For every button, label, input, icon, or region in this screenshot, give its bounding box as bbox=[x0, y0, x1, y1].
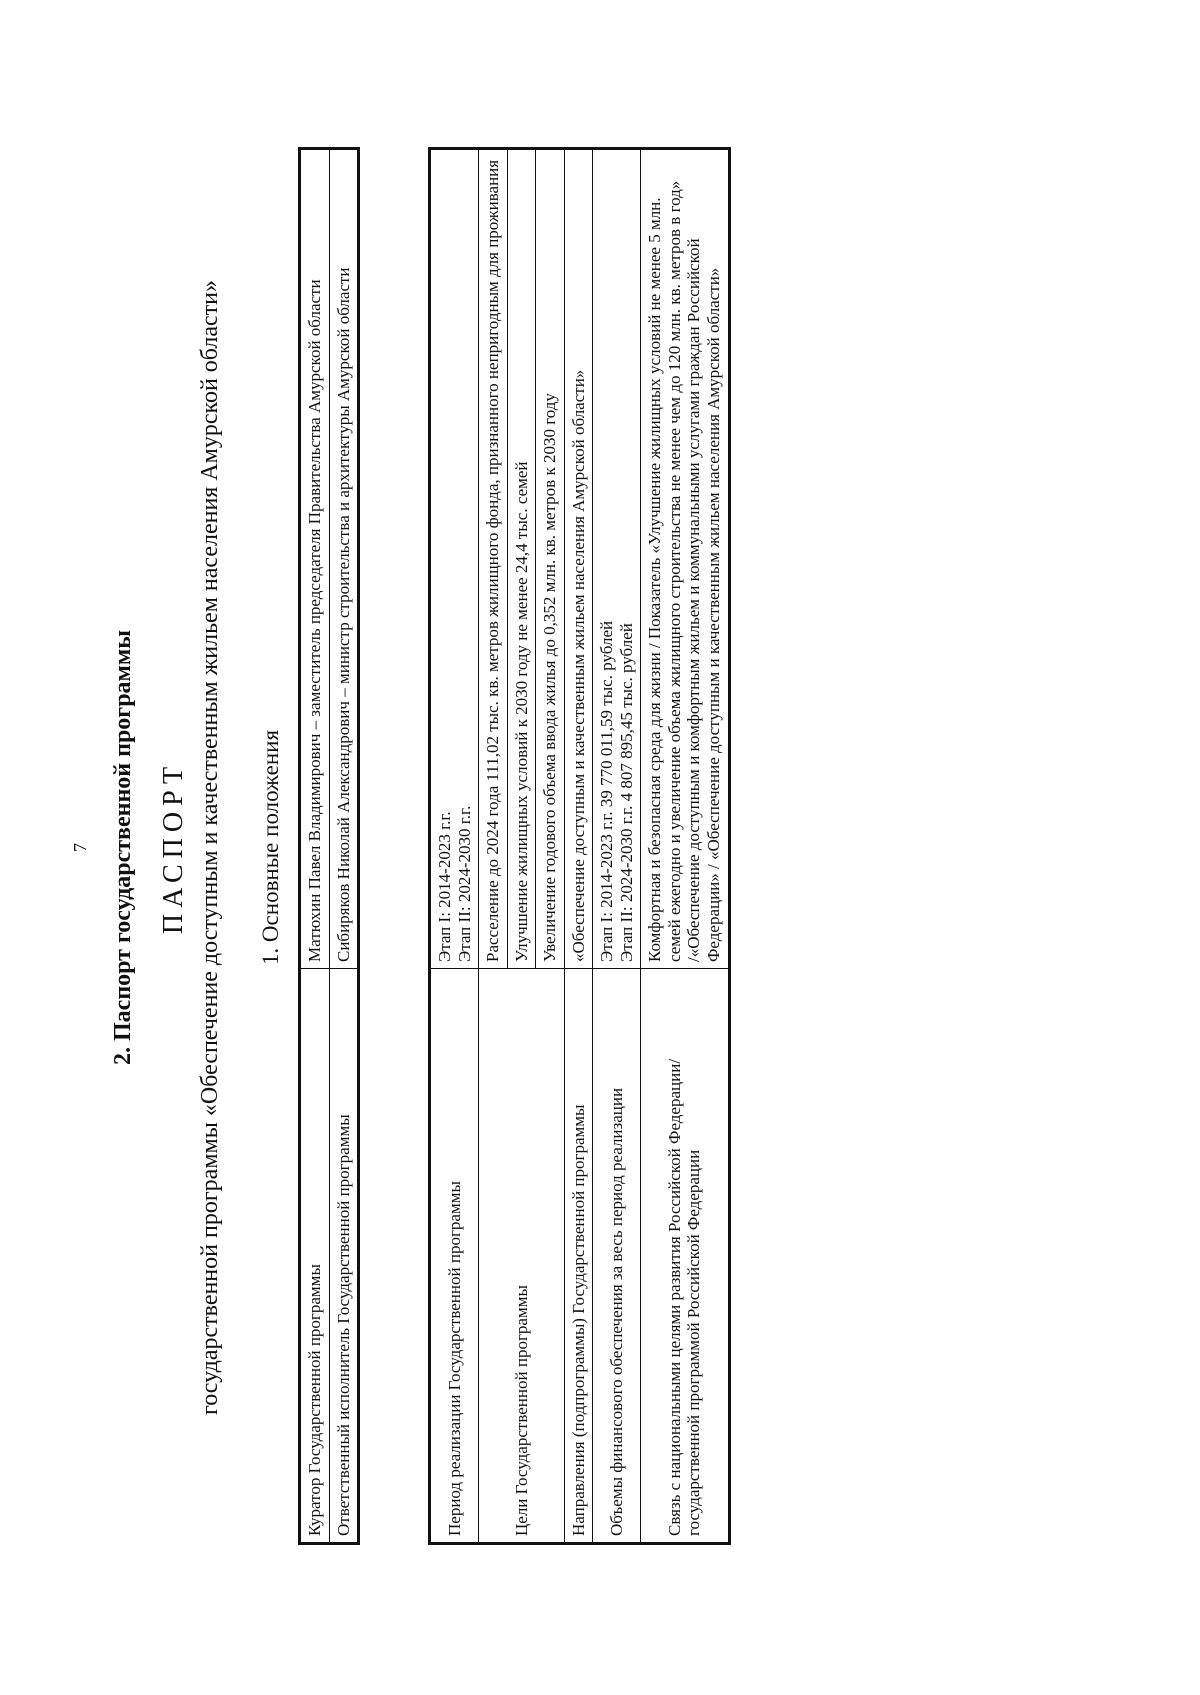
program-name: государственной программы «Обеспечение доступным и качественным жильем населения Амурской области» bbox=[197, 279, 223, 1416]
table-row bbox=[300, 149, 330, 1544]
passport-heading: ПАСПОРТ bbox=[158, 760, 189, 935]
passport-table-curators bbox=[298, 147, 360, 1545]
table-row bbox=[593, 149, 641, 1544]
page-number: 7 bbox=[70, 843, 90, 852]
period-value bbox=[430, 149, 479, 969]
period-stage-1: Этап I: 2014-2023 г.г. bbox=[435, 811, 454, 962]
section-title: 2. Паспорт государственной программы bbox=[110, 630, 136, 1065]
period-label: Период реализации Государственной программы bbox=[430, 969, 479, 1544]
table-row bbox=[479, 149, 508, 1544]
funding-label: Объемы финансового обеспечения за весь период реализации bbox=[593, 969, 641, 1544]
table-row bbox=[329, 149, 359, 1544]
subsection-title: 1. Основные положения bbox=[258, 729, 283, 966]
goal-item: Расселение до 2024 года 111,02 тыс. кв. метров жилищного фонда, признанного непригодным для проживания bbox=[479, 149, 508, 969]
period-stage-2: Этап II: 2024-2030 г.г. bbox=[454, 805, 474, 962]
passport-table-main bbox=[428, 147, 731, 1545]
curator-value: Матюхин Павел Владимирович – заместитель председателя Правительства Амурской области bbox=[300, 149, 330, 969]
links-value: Комфортная и безопасная среда для жизни / Показатель «Улучшение жилищных условий не менее 5 млн. семей ежегодно и увеличение объема жилищного строительства не менее чем до 120 млн. кв. метров в год» /«Обеспечение доступным и комфортным жильем и коммунальными услугами граждан Российской Федерации» / «Обеспечение доступным и качественным жильем населения Амурской области» bbox=[641, 149, 729, 969]
goal-item: Увеличение годового объема ввода жилья до 0,352 млн. кв. метров к 2030 году bbox=[536, 149, 565, 969]
table-row bbox=[564, 149, 593, 1544]
goal-item: Улучшение жилищных условий к 2030 году не менее 24,4 тыс. семей bbox=[507, 149, 536, 969]
table-row bbox=[430, 149, 479, 1544]
directions-value: «Обеспечение доступным и качественным жильем населения Амурской области» bbox=[564, 149, 593, 969]
directions-label: Направления (подпрограммы) Государственной программы bbox=[564, 969, 593, 1544]
funding-value bbox=[593, 149, 641, 969]
executor-value: Сибиряков Николай Александрович – министр строительства и архитектуры Амурской области bbox=[329, 149, 359, 969]
funding-stage-1: Этап I: 2014-2023 г.г. 39 770 011,59 тыс. рублей bbox=[597, 620, 617, 962]
executor-label: Ответственный исполнитель Государственной программы bbox=[329, 969, 359, 1544]
table-row bbox=[641, 149, 729, 1544]
links-label: Связь с национальными целями развития Российской Федерации/ государственной программой Российской Федерации bbox=[641, 969, 729, 1544]
goals-label: Цели Государственной программы bbox=[479, 969, 565, 1544]
curator-label: Куратор Государственной программы bbox=[300, 969, 330, 1544]
funding-stage-2: Этап II: 2024-2030 г.г. 4 807 895,45 тыс. рублей bbox=[616, 623, 636, 962]
